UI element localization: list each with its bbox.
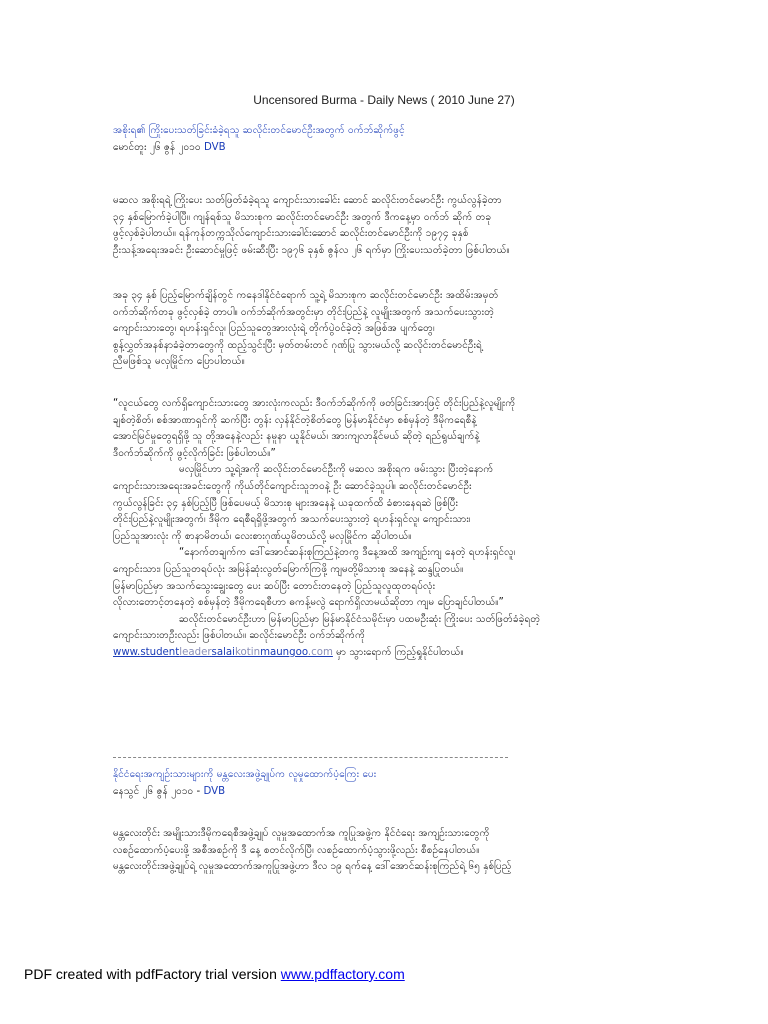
footer-text: PDF created with pdfFactory trial version (24, 966, 281, 982)
pdf-footer (24, 966, 405, 982)
text-line: ဆလိုင်းတင်မောင်ဦးဟာ မြန်မာပြည်မှာ မြန်မာနိုင်ငံသမိုင်းမှာ ပထမဦးဆုံး ကြိုးပေး သတ်ဖြတ်ခံခဲ့ရတဲ့ (179, 613, 541, 625)
link-after-text: မှာ သွားရောက် ကြည့်ရှုနိုင်ပါတယ်။ (336, 646, 464, 658)
text-line: မန္တလေးတိုင်းအဖွဲ့ချုပ်ရဲ့ လူမှုအထောက်အကူပြုအဖွဲ့ဟာ ဒီလ ၁၉ ရက်နေ့ ဒေါ်အောင်ဆန်းစုကြည်ရဲ့ ၆၅ နှစ်ပြည့် (113, 861, 512, 873)
text-line: ကျောင်းသား၊ ပြည်သူတရပ်လုံး အမြန်ဆုံးလွတ်မြောက်ကြဖို့ ကျမတို့မိသားစု အနေနဲ့ ဆန္ဒပြုတယ်။ (113, 563, 464, 575)
article-2-byline (113, 784, 658, 801)
link-part: kotin (235, 646, 261, 658)
website-link[interactable] (113, 647, 333, 658)
text-line: “လူငယ်တွေ လက်ရှိကျောင်းသားတွေ အားလုံးကလည်း ဒီဝက်ဘ်ဆိုက်ကို ဖတ်ခြင်းအားဖြင့် တိုင်းပြည်နဲ့လူမျိုးကို (113, 398, 516, 409)
article-1-paragraph-2 (113, 288, 658, 371)
text-line: မလှမြိုင်ဟာ သူ့ရဲ့အကို ဆလိုင်းတင်မောင်ဦးကို မဆလ အစိုးရက ဖမ်းသွား ပြီးတဲ့နောက် (179, 464, 494, 476)
text-line: မြန်မာပြည်မှာ အသက်သွေးချွေးတွေ ပေး ဆပ်ပြီး တောင်းတနေတဲ့ ပြည်သူလူထုတရပ်လုံး (113, 580, 436, 592)
article-2-headline: နိုင်ငံရေးအကျဉ်းသားများကို မန္တလေးအဖွဲ့ချုပ်က လူမှုထောက်ပံ့ကြေး ပေး (113, 769, 377, 780)
byline-source: DVB (203, 785, 226, 797)
text-line: လစဉ်ထောက်ပံ့ပေးဖို့ အစီအစဉ်ကို ဒီ နေ့ စတင်လိုက်ပြီ၊ လစဉ်ထောက်ပံ့သွားဖို့လည်း စီစဉ်နေပါတယ်။ (113, 844, 480, 856)
text-line: ပြည်သူအားလုံး ကို စာနာမိတယ်၊ လေးစားဂုဏ်ယူမိတယ်လို့ မလှမြိုင်က ဆိုပါတယ်။ (113, 530, 412, 542)
text-line: ဖွင့်လှစ်ခဲ့ပါတယ်။ ရန်ကုန်တက္ကသိုလ်ကျောင်းသားခေါင်းဆောင် ဆလိုင်းတင်မောင်ဦးကို ၁၉၇၄ ခုနှစ် (113, 228, 469, 240)
text-line: ဦးသန့်အရေးအခင်း ဦးဆောင်မှုဖြင့် ဖမ်းဆီးပြီး ၁၉၇၆ ခုနှစ် ဇွန်လ ၂၆ ရက်မှာ ကြိုးပေးသတ်ခဲ့တာ ဖြစ်ပါတယ်။ (113, 244, 510, 256)
text-line: ကျောင်းသားအရေးအခင်းတွေကို ကိုယ်တိုင်ကျောင်းသူဘဝနဲ့ ဦး ဆောင်ခဲ့သူပါ။ ဆလိုင်းတင်မောင်ဦး (113, 480, 472, 492)
link-part: student (140, 646, 180, 658)
text-line: “နောက်တချက်က ဒေါ်အောင်ဆန်းစုကြည်နဲ့တကွ ဒီနေ့အထိ အကျဉ်းကျ နေတဲ့ ရဟန်းရှင်လူ၊ (179, 547, 516, 559)
text-line: ကျောင်းသားတဦးလည်း ဖြစ်ပါတယ်။ ဆလိုင်းမောင်ဦး ဝက်ဘ်ဆိုက်ကို (113, 630, 366, 642)
article-1 (113, 123, 658, 156)
text-line: ဝက်ဘ်ဆိုက်တခု ဖွင့်လှစ်ခဲ့ တာပါ။ ဝက်ဘ်ဆိုက်အတွင်းမှာ တိုင်းပြည်နဲ့ လူမျိုးအတွက် အသက်ပေးသွားတဲ့ (113, 306, 495, 318)
text-line: ၃၄ နှစ်မြောက်ခဲ့ပါပြီ။ ကျန်ရစ်သူ မိသားစုက ဆလိုင်းတင်မောင်ဦး အတွက် ဒီကနေ့မှာ ဝက်ဘ် ဆိုက် တခု (113, 211, 492, 223)
text-line: မန္တလေးတိုင်း အမျိုးသားဒီမိုကရေစီအဖွဲ့ချုပ် လူမှုအထောက်အ ကူပြုအဖွဲ့က နိုင်ငံရေး အကျဉ်းသားတွေကို (113, 828, 490, 839)
article-1-byline (113, 140, 658, 157)
text-line: လိုလားတောင့်တနေတဲ့ စစ်မှန်တဲ့ ဒီမိုကရေစီဟာ ဓကန့်မလွဲ ရောက်ရှိလာမယ်ဆိုတာ ကျမ ပြောချင်ပါတယ်။” (113, 597, 504, 609)
byline-source: DVB (203, 141, 226, 153)
text-line: မဆလ အစိုးရရဲ့ ကြိုးပေး သတ်ဖြတ်ခံခဲ့ရသူ ကျောင်းသားခေါင်း ဆောင် ဆလိုင်းတင်မောင်ဦး ကွယ်လွန်ခဲ့တာ (113, 195, 502, 206)
link-part: maungoo (260, 646, 308, 658)
link-part: www. (113, 646, 141, 658)
text-line: အောင်မြင်မှုတွေရရှိဖို့ သူ တို့အနေနဲ့လည်း နမူနာ ယူနိုင်မယ်၊ အားကျလာနိုင်မယ် ဆိုတဲ့ ရည်ရွယ်ချက်နဲ့ (113, 431, 480, 443)
text-line: ဒီဝက်ဘ်ဆိုက်ကို ဖွင့်လိုက်ခြင်း ဖြစ်ပါတယ်။” (113, 447, 276, 459)
text-line: ကျောင်းသားတွေ၊ ရဟန်းရှင်လူ၊ ပြည်သူတွေအားလုံးရဲ့ တိုက်ပွဲဝင်ခဲ့တဲ့ အဖြစ်အ ပျက်တွေ၊ (113, 323, 435, 335)
text-line: အခု ၃၄ နှစ် ပြည့်မြောက်ချိန်တွင် ကနေဒါနိုင်ငံရောက် သူ့ရဲ့ မိသားစုက ဆလိုင်းတင်မောင်ဦး အထိမ်းအမှတ် (113, 290, 499, 301)
article-1-paragraph-3 (113, 396, 658, 662)
article-1-headline: အစိုးရ၏ ကြိုးပေးသတ်ခြင်းခံခဲ့ရသူ ဆလိုင်းတင်မောင်ဦးအတွက် ဝက်ဘ်ဆိုက်ဖွင့် (113, 125, 405, 136)
page-title: Uncensored Burma - Daily News ( 2010 June 27) (253, 93, 515, 107)
text-line: ချစ်တဲ့စိတ်၊ စစ်အာဏာရှင်ကို ဆက်ပြီး တွန်း လှန်နိုင်တဲ့စိတ်တွေ မြန်မာနိုင်ငံမှာ စစ်မှန်တဲ့ ဒီမိုကရေစီနဲ့ (113, 414, 477, 426)
link-part: .com (307, 646, 333, 658)
link-part: salai (211, 646, 235, 658)
pdffactory-link[interactable]: www.pdffactory.com (280, 966, 405, 982)
byline-text: နေသွင် ၂၆ ဇွန် ၂၀၁၀ - (113, 785, 201, 797)
link-line (113, 645, 658, 662)
text-line: ကွယ်လွန်ခြင်း ၃၄ နှစ်ပြည့်ပြီ ဖြစ်ပေမယ့် မိသားစု များအနေနဲ့ ယခုထက်ထိ ခံစားနေရဆဲ ဖြစ်ပြီး (113, 497, 459, 509)
article-1-paragraph-1 (113, 193, 658, 259)
byline-text: မောင်တူး ၂၆ ဇွန် ၂၀၁၀ (113, 141, 201, 153)
text-line: ညီမဖြစ်သူ မလှမြိုင်က ပြောပါတယ်။ (113, 356, 245, 368)
text-line: စွန့်လွှတ်အနစ်နာခံခဲ့တာတွေကို ထည့်သွင်းပြီး မှတ်တမ်းတင် ဂုဏ်ပြု သွားမယ်လို့ ဆလိုင်းတင်မောင်ဦးရဲ့ (113, 339, 482, 351)
article-2-paragraph-1 (113, 826, 658, 876)
section-divider (113, 757, 508, 758)
link-part: leader (179, 646, 212, 658)
article-2 (113, 767, 658, 800)
text-line: တိုင်းပြည်နဲ့လူမျိုးအတွက်၊ ဒီမိုက ရေစီရရှိဖို့အတွက် အသက်ပေးသွားတဲ့ ရဟန်းရှင်လူ၊ ကျောင်းသား၊ (113, 514, 471, 526)
